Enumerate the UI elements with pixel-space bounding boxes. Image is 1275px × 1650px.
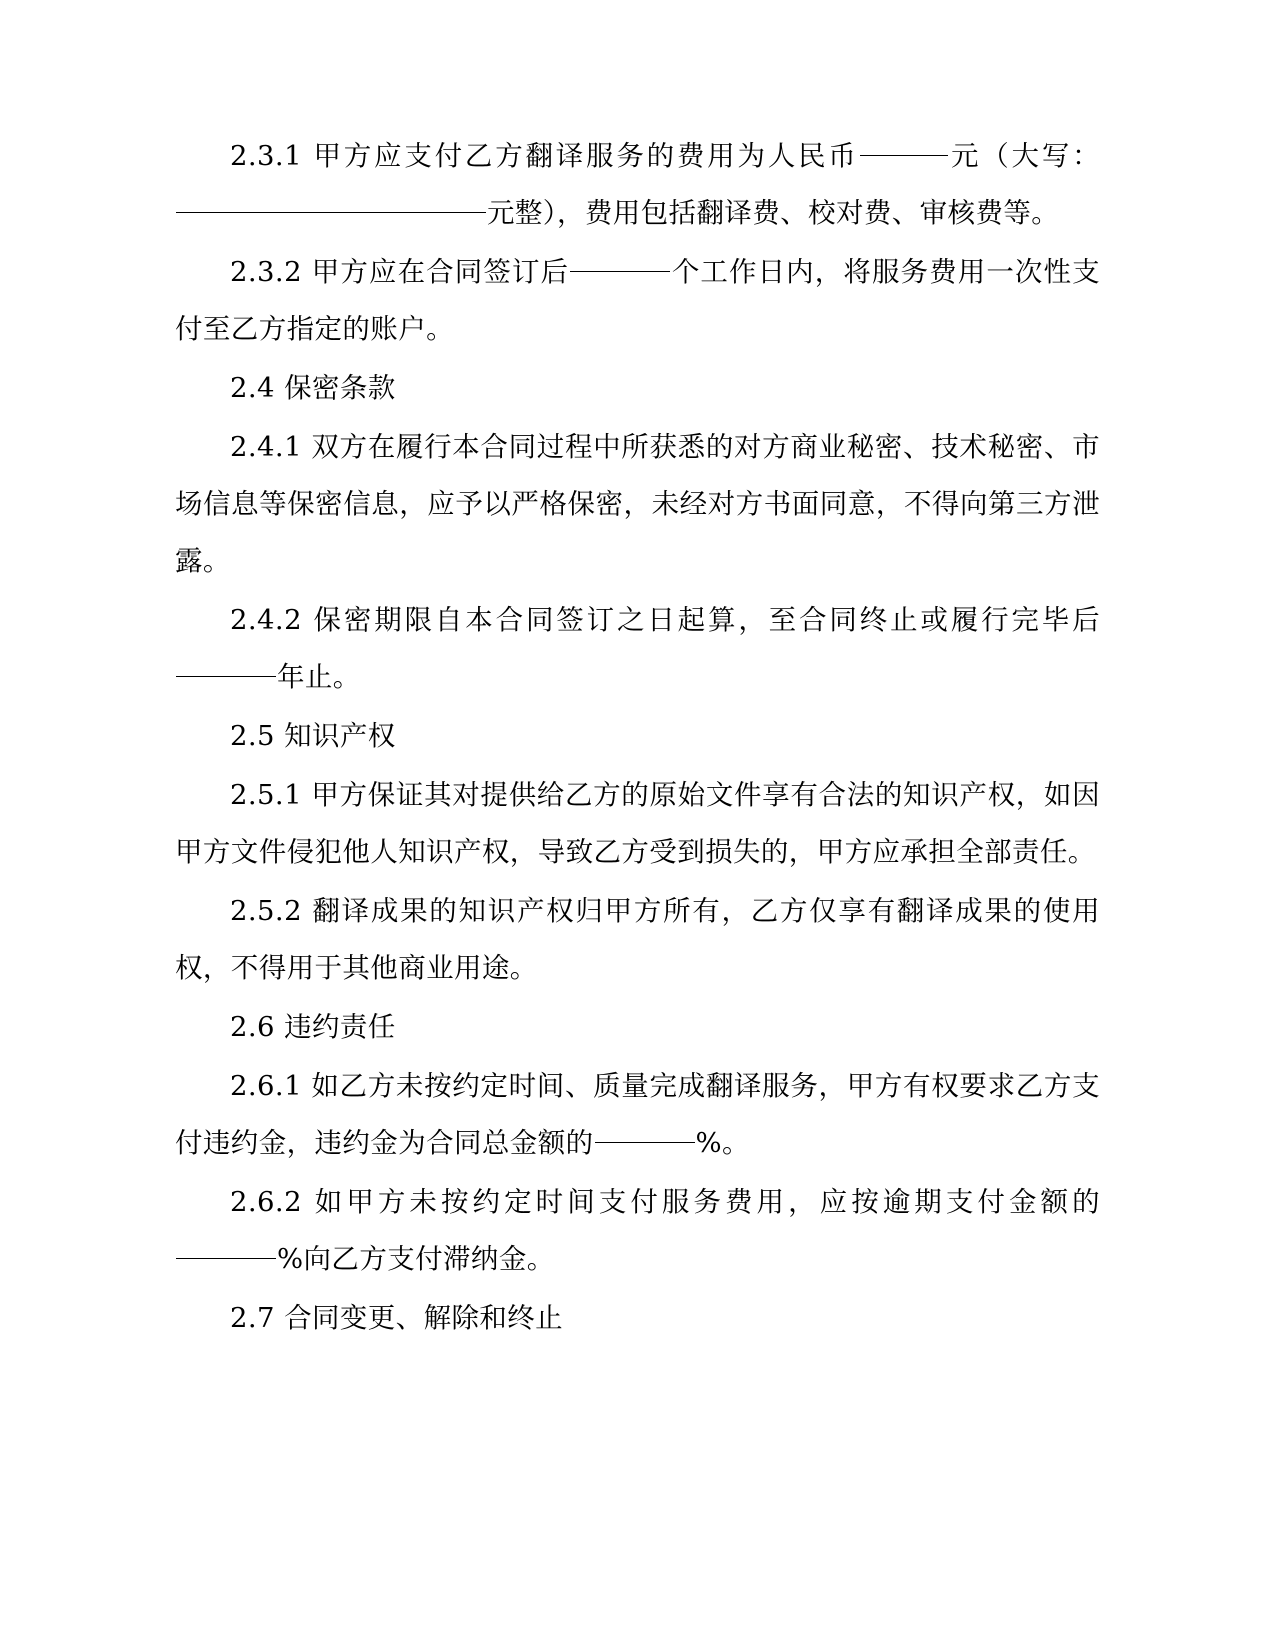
paragraph-text: 2.5 知识产权 [230,720,396,752]
paragraph-text: %向乙方支付滞纳金。 [277,1243,555,1275]
fill-in-blank[interactable] [595,1115,695,1143]
paragraph-text: 元整），费用包括翻译费、校对费、审核费等。 [487,197,1060,229]
paragraph-2-5-2 [175,883,1100,997]
paragraph-text: 元（大写： [948,140,1101,172]
paragraph-text: 2.4.2 保密期限自本合同签订之日起算，至合同终止或履行完毕后 [230,604,1100,636]
paragraph-2-4-1 [175,419,1100,590]
fill-in-blank[interactable] [176,1231,276,1259]
paragraph-text: 2.4 保密条款 [230,372,396,404]
paragraph-text: 2.6 违约责任 [230,1011,396,1043]
paragraph-text: 2.3.1 甲方应支付乙方翻译服务的费用为人民币 [230,140,859,172]
paragraph-2-6-2 [175,1174,1100,1288]
fill-in-blank[interactable] [176,649,276,677]
paragraph-text: 个工作日内，将服务费用一次性支付至乙方指定的账户。 [175,256,1100,345]
fill-in-blank[interactable] [570,244,670,272]
fill-in-blank[interactable] [176,185,486,213]
paragraph-text: 2.5.1 甲方保证其对提供给乙方的原始文件享有合法的知识产权，如因甲方文件侵犯他人知识产权，导致乙方受到损失的，甲方应承担全部责任。 [175,779,1100,868]
paragraph-text: 2.6.1 如乙方未按约定时间、质量完成翻译服务，甲方有权要求乙方支付违约金，违约金为合同总金额的 [175,1070,1100,1159]
paragraph-text: 2.4.1 双方在履行本合同过程中所获悉的对方商业秘密、技术秘密、市场信息等保密信息，应予以严格保密，未经对方书面同意，不得向第三方泄露。 [175,431,1100,577]
paragraph-2-3-2 [175,244,1100,358]
document-body [175,128,1100,1347]
paragraph-2-5 [175,708,1100,765]
paragraph-text: 2.5.2 翻译成果的知识产权归甲方所有，乙方仅享有翻译成果的使用权，不得用于其他商业用途。 [175,895,1100,984]
paragraph-text: 2.3.2 甲方应在合同签订后 [230,256,570,288]
fill-in-blank[interactable] [860,128,948,156]
paragraph-text: 年止。 [277,661,361,693]
paragraph-2-6 [175,999,1100,1056]
paragraph-text: 2.7 合同变更、解除和终止 [230,1302,564,1334]
paragraph-text: 2.6.2 如甲方未按约定时间支付服务费用，应按逾期支付金额的 [230,1186,1100,1218]
paragraph-2-4 [175,360,1100,417]
paragraph-2-6-1 [175,1058,1100,1172]
paragraph-2-3-1 [175,128,1100,242]
paragraph-2-5-1 [175,767,1100,881]
paragraph-2-4-2 [175,592,1100,706]
paragraph-text: %。 [695,1127,750,1159]
paragraph-2-7 [175,1290,1100,1347]
